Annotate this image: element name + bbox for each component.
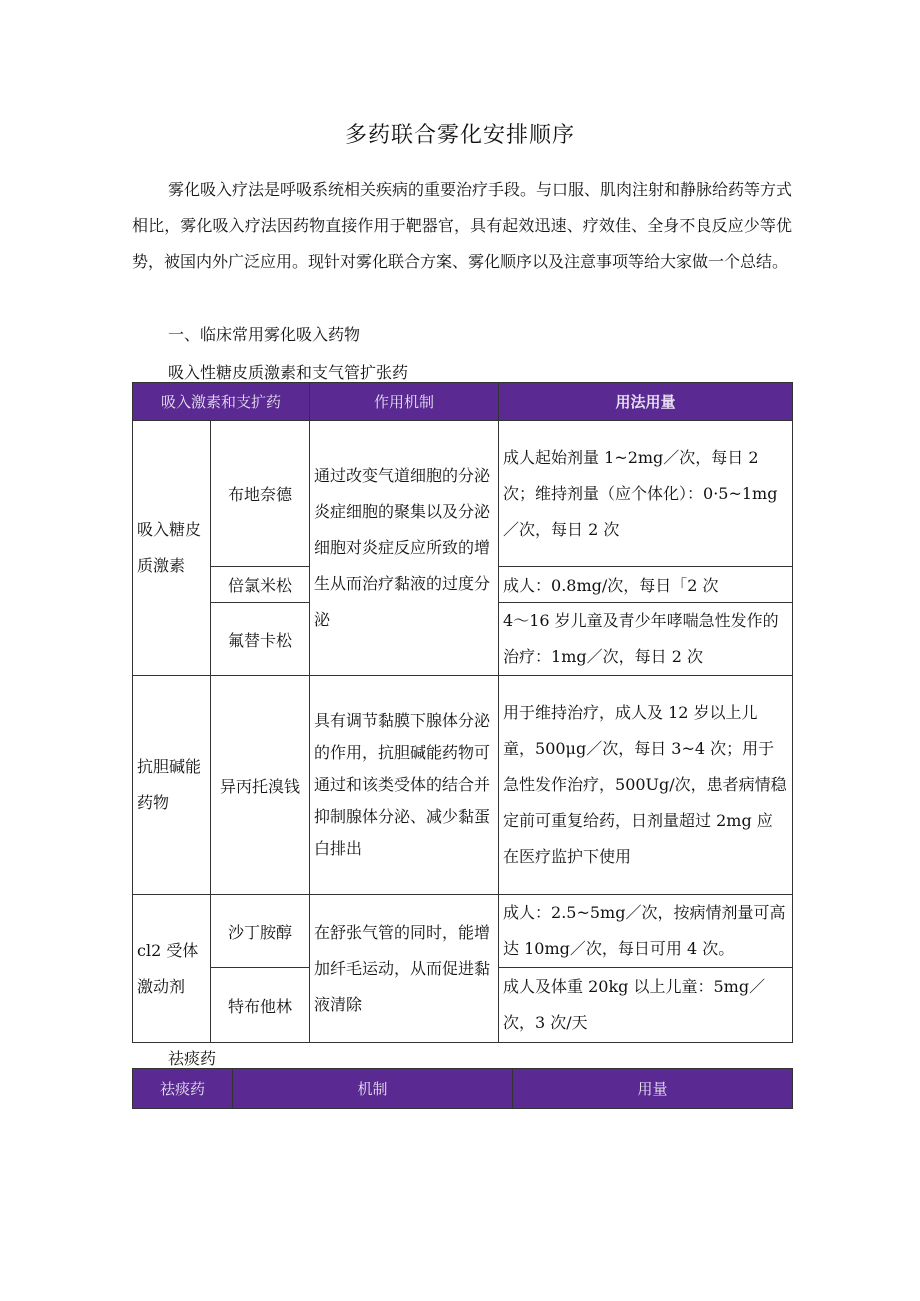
table2-header-row: [133, 1069, 793, 1109]
table-row: [133, 421, 793, 567]
drug-name-cell: 沙丁胺醇: [211, 895, 310, 968]
header-cell: 机制: [233, 1069, 513, 1109]
drug-name-cell: 倍氯米松: [211, 567, 310, 603]
dosage-cell: 成人：2.5~5mg／次，按病情剂量可高达 10mg／次，每日可用 4 次。: [499, 895, 793, 968]
drug-name-cell: 布地奈德: [211, 421, 310, 567]
header-cell: 吸入激素和支扩药: [133, 383, 310, 421]
drug-name-cell: 氟替卡松: [211, 603, 310, 676]
table2-caption: 祛痰药: [168, 1049, 217, 1068]
mechanism-cell: 具有调节黏膜下腺体分泌的作用，抗胆碱能药物可通过和该类受体的结合并抑制腺体分泌、减少黏蛋白排出: [310, 676, 499, 895]
mechanism-cell: 通过改变气道细胞的分泌炎症细胞的聚集以及分泌细胞对炎症反应所致的增生从而治疗黏液的过度分泌: [310, 421, 499, 676]
mechanism-cell: 在舒张气管的同时，能增加纤毛运动，从而促进黏液清除: [310, 895, 499, 1043]
category-cell: cl2 受体激动剂: [133, 895, 211, 1043]
category-cell: 抗胆碱能药物: [133, 676, 211, 895]
intro-paragraph: 雾化吸入疗法是呼吸系统相关疾病的重要治疗手段。与口服、肌肉注射和静脉给药等方式相比，雾化吸入疗法因药物直接作用于靶器官，具有起效迅速、疗效佳、全身不良反应少等优势，被国内外广泛应用。现针对雾化联合方案、雾化顺序以及注意事项等给大家做一个总结。: [132, 180, 793, 271]
table-row: [133, 676, 793, 895]
table-row: [133, 895, 793, 968]
header-cell: 祛痰药: [133, 1069, 233, 1109]
table1-caption: 吸入性糖皮质激素和支气管扩张药: [168, 363, 409, 382]
header-cell: 作用机制: [310, 383, 499, 421]
page-title: 多药联合雾化安排顺序: [344, 123, 575, 148]
header-cell: 用法用量: [499, 383, 793, 421]
dosage-cell: 成人起始剂量 1~2mg／次，每日 2 次；维持剂量（应个体化）：0·5~1mg／次，每日 2 次: [499, 421, 793, 567]
category-cell: 吸入糖皮质激素: [133, 421, 211, 676]
drug-table-2: [132, 1068, 793, 1109]
drug-name-cell: 特布他林: [211, 968, 310, 1043]
dosage-cell: 成人及体重 20kg 以上儿童：5mg／次，3 次/天: [499, 968, 793, 1043]
section-heading: 一、临床常用雾化吸入药物: [168, 325, 361, 344]
header-cell: 用量: [513, 1069, 793, 1109]
dosage-cell: 用于维持治疗，成人及 12 岁以上儿童，500μg／次，每日 3~4 次；用于急性发作治疗，500Ug/次，患者病情稳定前可重复给药，日剂量超过 2mg 应在医疗监护下使用: [499, 676, 793, 895]
drug-table-1: [132, 382, 793, 1043]
table1-header-row: [133, 383, 793, 421]
dosage-cell: 成人：0.8mg/次，每日「2 次: [499, 567, 793, 603]
dosage-cell: 4～16 岁儿童及青少年哮喘急性发作的治疗：1mg／次，每日 2 次: [499, 603, 793, 676]
drug-name-cell: 异丙托溴钱: [211, 676, 310, 895]
